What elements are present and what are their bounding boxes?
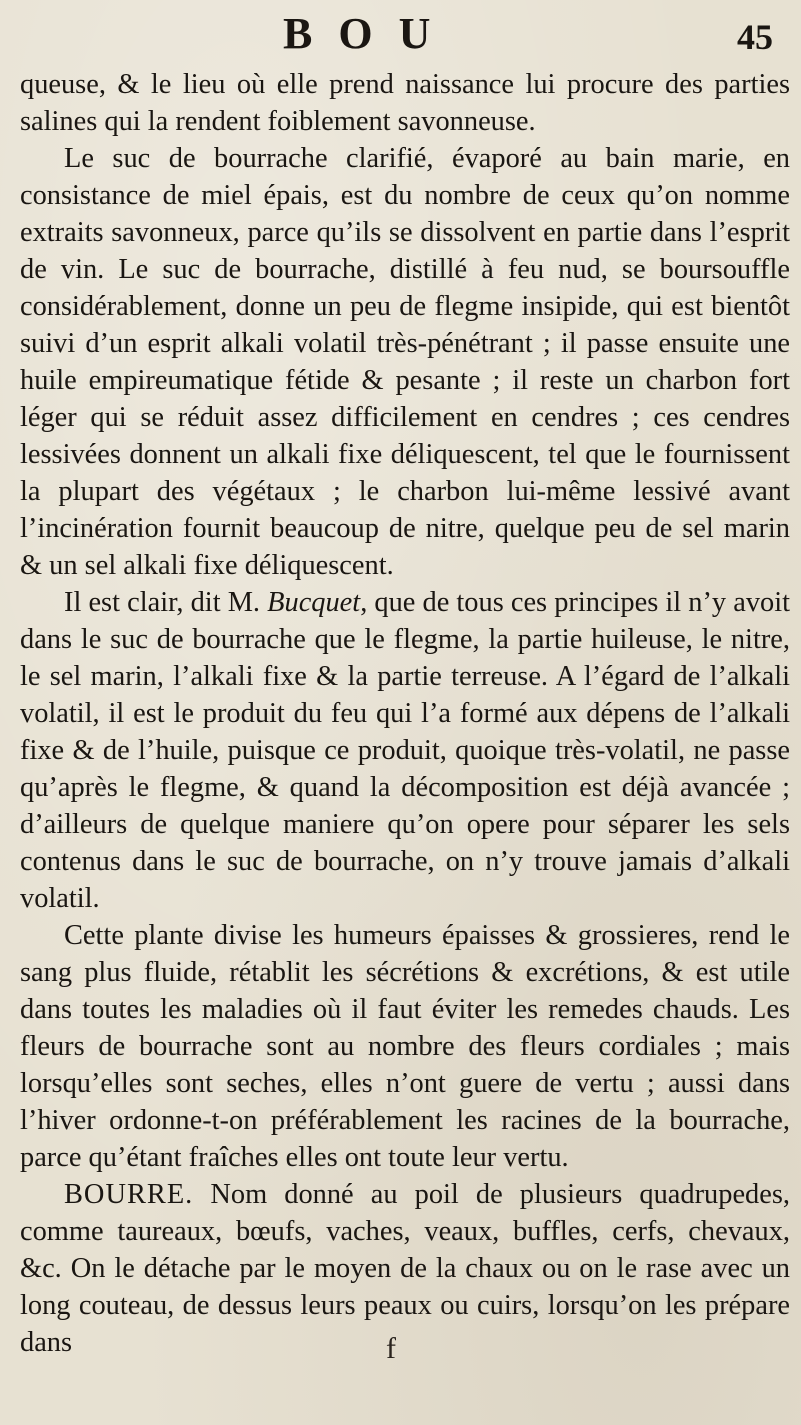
paragraph-text: Cette plante divise les humeurs épaisses & grossieres, rend le sang plus fluide, rétablit les sécrétions & excrétions, & est utile dans toutes les maladies où il faut éviter les remedes chauds. Les fleurs de bourrache sont au nombre des fleurs cordiales ; mais lorsqu’elles sont seches, elles n’ont guere de vertu ; aussi dans l’hiver ordonne-t-on préférablement les racines de la bourrache, parce qu’étant fraîches elles ont toute leur vertu. <box>20 920 790 1173</box>
body-text <box>20 66 790 1361</box>
entry-bourre <box>20 1176 790 1361</box>
paragraph-text-after: , que de tous ces principes il n’y avoit dans le suc de bourrache que le flegme, la partie huileuse, le nitre, le sel marin, l’alkali fixe & la partie terreuse. A l’égard de l’alkali volatil, il est le produit du feu qui l’a formé aux dépens de l’alkali fixe & de l’huile, puisque ce produit, quoique très-volatil, ne passe qu’après le flegme, & quand la décomposition est déjà avancée ; d’ailleurs de quelque maniere qu’on opere pour séparer les sels contenus dans le suc de bourrache, on n’y trouve jamais d’alkali volatil. <box>20 587 791 914</box>
page-header <box>0 4 801 62</box>
paragraph-text: queuse, & le lieu où elle prend naissance lui procure des parties salines qui la rendent foiblement savonneuse. <box>20 69 790 137</box>
signature-mark: f <box>386 1332 396 1365</box>
paragraph-text-before: Il est clair, dit M. <box>64 587 268 618</box>
author-name-italic: Bucquet <box>267 587 361 618</box>
entry-headword: BOURRE. <box>64 1179 194 1210</box>
paragraph-continuation <box>20 66 790 140</box>
paragraph-text: Le suc de bourrache clarifié, évaporé au bain marie, en consistance de miel épais, est du nombre de ceux qu’on nomme extraits savonneux, parce qu’ils se dissolvent en partie dans l’esprit de vin. Le suc de bourrache, distillé à feu nud, se boursouffle considérablement, donne un peu de flegme insipide, qui est bientôt suivi d’un esprit alkali volatil très-pénétrant ; il passe ensuite une huile empireumatique fétide & pesante ; il reste un charbon fort léger qui se réduit assez difficilement en cendres ; ces cendres lessivées donnent un alkali fixe déliquescent, tel que le fournissent la plupart des végétaux ; le charbon lui-même lessivé avant l’incinération fournit beaucoup de nitre, quelque peu de sel marin & un sel alkali fixe déliquescent. <box>20 143 790 581</box>
running-head: BOU <box>283 9 457 58</box>
paragraph-vertus <box>20 917 790 1176</box>
paragraph-extraits <box>20 140 790 584</box>
page-number: 45 <box>737 17 773 57</box>
paragraph-bucquet <box>20 584 790 917</box>
entry-definition: Nom donné au poil de plusieurs quadrupedes, comme taureaux, bœufs, vaches, veaux, buffles, cerfs, chevaux, &c. On le détache par le moyen de la chaux ou on le rase avec un long couteau, de dessus leurs peaux ou cuirs, lorsqu’on les prépare dans <box>20 1179 790 1358</box>
